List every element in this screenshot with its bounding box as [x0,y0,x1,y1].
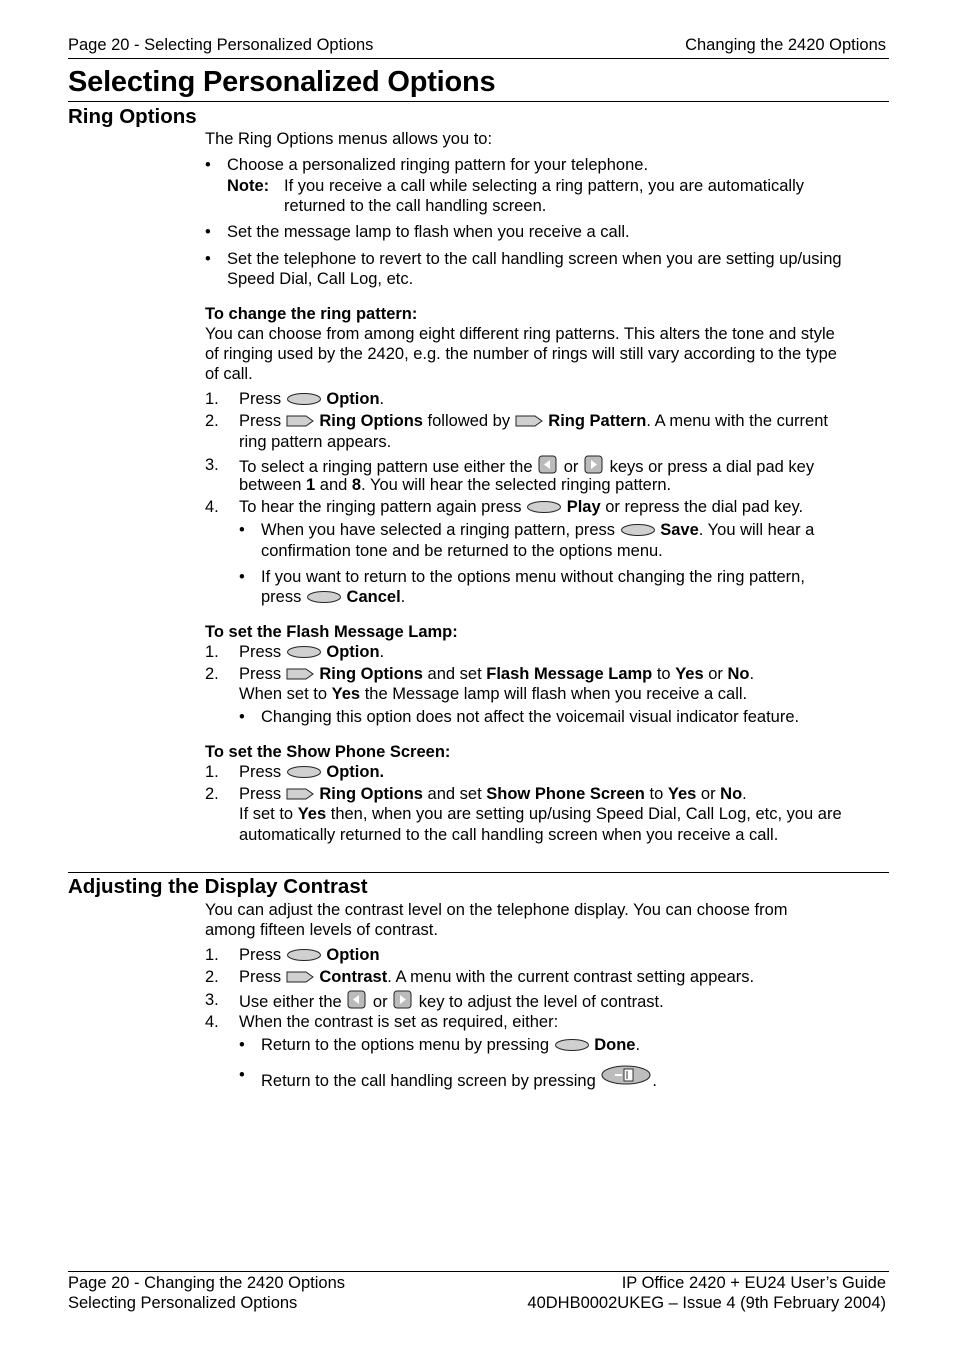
save-label: Save [660,521,699,539]
step-text: confirmation tone and be returned to the options menu. [261,542,663,560]
ring-pattern-heading: To change the ring pattern: [205,305,418,323]
step-number: 4. [205,498,219,516]
step-text: . [379,390,385,408]
step-text: Return to the options menu by pressing [261,1036,550,1054]
step-3 [239,455,889,477]
step-3-cont [239,475,889,495]
step-text: then, when you are setting up/using Speed Dial, Call Log, etc, you are [330,805,842,823]
step-number: 1. [205,946,219,964]
play-label: Play [566,498,601,516]
step-number: 2. [205,785,219,803]
step-2 [239,784,889,804]
flash-lamp-label: Flash Message Lamp [486,665,653,683]
step-text: . [749,665,755,683]
step-text: . You will hear the selected ringing pattern. [361,476,672,494]
step-text: Press [239,643,282,661]
right-arrow-key-icon [392,990,414,1010]
header-left: Page 20 - Selecting Personalized Options [68,36,374,54]
step-4 [239,497,889,517]
contrast-label: Contrast [319,968,388,986]
step-number: 2. [205,412,219,430]
no-label: No [727,665,750,683]
bullet-text: Speed Dial, Call Log, etc. [227,270,414,288]
bullet: • [239,521,245,539]
step-1 [239,389,889,409]
step-text: . A menu with the current contrast setting appears. [387,968,755,986]
ring-options-heading: Ring Options [68,105,197,128]
step-2-cont [239,804,889,824]
show-screen-heading: To set the Show Phone Screen: [205,743,451,761]
step-text: To select a ringing pattern use either the [239,458,533,476]
no-label: No [720,785,743,803]
note-label: Note: [227,177,270,195]
yes-label: Yes [667,785,697,803]
step-1 [239,762,889,782]
cancel-label: Cancel [346,588,401,606]
left-arrow-key-icon [537,455,559,475]
note-text-1: If you receive a call while selecting a ring pattern, you are automatically [284,177,805,195]
exit-phone-key-icon [600,1065,652,1087]
done-label: Done [594,1036,636,1054]
softkey-oval-icon [286,765,322,779]
step-text: If set to [239,805,294,823]
yes-label: Yes [675,665,704,683]
step-text: Press [239,412,282,430]
step-text: and set [427,665,482,683]
step-text: If you want to return to the options menu without changing the ring pattern, [261,568,805,586]
step-text: Press [239,968,282,986]
bullet: • [239,1036,245,1054]
ring-options-label: Ring Options [319,665,423,683]
step-1 [239,945,889,965]
step-text: . [635,1036,641,1054]
footer-right-1: IP Office 2420 + EU24 User’s Guide [621,1274,886,1292]
digit: 8 [351,476,362,494]
softkey-oval-icon [526,500,562,514]
step-text: . [400,588,406,606]
step-1 [239,642,889,662]
step-text: Press [239,785,282,803]
step-text: When you have selected a ringing pattern, press [261,521,616,539]
option-label: Option. [326,763,385,781]
step-number: 3. [205,456,219,474]
step-text: . A menu with the current [646,412,828,430]
step-text: automatically returned to the call handling screen when you receive a call. [239,826,779,844]
ring-pattern-para-2: of ringing used by the 2420, e.g. the number of rings will still vary according to the type [205,345,837,363]
sub-bullet-2 [261,587,891,607]
menu-arrow-key-icon [286,667,315,681]
menu-arrow-key-icon [515,414,544,428]
step-text: . [379,643,385,661]
title-rule [68,101,889,102]
softkey-oval-icon [286,948,322,962]
contrast-para-1: You can adjust the contrast level on the telephone display. You can choose from [205,901,788,919]
bullet: • [239,568,245,586]
step-text: ring pattern appears. [239,433,392,451]
step-text: Press [239,946,282,964]
step-text: . [742,785,747,803]
ring-pattern-label: Ring Pattern [548,412,647,430]
step-number: 1. [205,763,219,781]
bullet: • [205,223,211,241]
step-text: Return to the call handling screen by pressing [261,1072,596,1090]
step-text: followed by [427,412,511,430]
step-number: 2. [205,665,219,683]
ring-pattern-para-1: You can choose from among eight different ring patterns. This alters the tone and style [205,325,835,343]
softkey-oval-icon [306,590,342,604]
show-screen-label: Show Phone Screen [486,785,645,803]
step-text: and [319,476,348,494]
step-text: or [700,785,716,803]
option-label: Option [326,946,380,964]
step-text: . [652,1072,657,1090]
step-text: Use either the [239,993,342,1011]
step-text: To hear the ringing pattern again press [239,498,522,516]
step-number: 1. [205,390,219,408]
bullet: • [205,250,211,268]
footer-right-2: 40DHB0002UKEG – Issue 4 (9th February 2004) [527,1294,886,1312]
step-text: keys or press a dial pad key [609,458,815,476]
bullet: • [239,1066,245,1084]
step-text: press [261,588,302,606]
bullet-text: Set the telephone to revert to the call handling screen when you are setting up/using [227,250,842,268]
step-text: the Message lamp will flash when you receive a call. [364,685,748,703]
softkey-oval-icon [286,645,322,659]
sub-bullet-1 [261,520,891,540]
footer-rule [68,1271,889,1272]
ring-options-label: Ring Options [319,785,423,803]
footer-left-2: Selecting Personalized Options [68,1294,298,1312]
menu-arrow-key-icon [286,787,315,801]
step-text: Press [239,390,282,408]
ring-intro: The Ring Options menus allows you to: [205,130,493,148]
step-text: between [239,476,302,494]
contrast-heading: Adjusting the Display Contrast [68,875,368,898]
step-text: or [563,458,579,476]
step-text: Press [239,665,282,683]
bullet: • [239,708,245,726]
header-rule [68,58,889,59]
bullet-text: Choose a personalized ringing pattern for your telephone. [227,156,649,174]
softkey-oval-icon [286,392,322,406]
menu-arrow-key-icon [286,970,315,984]
step-text: to [649,785,664,803]
page-title: Selecting Personalized Options [68,66,496,98]
softkey-oval-icon [554,1038,590,1052]
header-right: Changing the 2420 Options [685,36,886,54]
step-number: 3. [205,991,219,1009]
yes-label: Yes [297,805,327,823]
step-number: 4. [205,1013,219,1031]
step-text: Press [239,763,282,781]
step-text: or [708,665,723,683]
step-2-cont [239,684,889,704]
digit: 1 [305,476,316,494]
option-label: Option [326,390,380,408]
step-text: key to adjust the level of contrast. [418,993,664,1011]
sub-bullet-1 [261,1035,891,1055]
step-text: When set to [239,685,328,703]
yes-label: Yes [331,685,361,703]
step-2 [239,967,889,987]
step-text: . You will hear a [698,521,815,539]
note-text-2: returned to the call handling screen. [284,197,547,215]
footer-left-1: Page 20 - Changing the 2420 Options [68,1274,346,1292]
ring-options-label: Ring Options [319,412,423,430]
section-rule [68,872,889,873]
flash-lamp-heading: To set the Flash Message Lamp: [205,623,458,641]
step-text: or [372,993,388,1011]
left-arrow-key-icon [346,990,368,1010]
right-arrow-key-icon [583,455,605,475]
option-label: Option [326,643,380,661]
step-4: When the contrast is set as required, either: [239,1013,559,1031]
softkey-oval-icon [620,523,656,537]
step-2 [239,664,889,684]
step-number: 2. [205,968,219,986]
contrast-para-2: among fifteen levels of contrast. [205,921,438,939]
step-text: Changing this option does not affect the voicemail visual indicator feature. [261,708,800,726]
step-text: to [656,665,671,683]
sub-bullet-2 [261,1065,891,1091]
step-number: 1. [205,643,219,661]
menu-arrow-key-icon [286,414,315,428]
step-3 [239,990,889,1012]
bullet: • [205,156,211,174]
step-text: or repress the dial pad key. [605,498,804,516]
bullet-text: Set the message lamp to flash when you receive a call. [227,223,630,241]
step-text: and set [427,785,482,803]
ring-pattern-para-3: of call. [205,365,253,383]
step-2 [239,411,889,431]
